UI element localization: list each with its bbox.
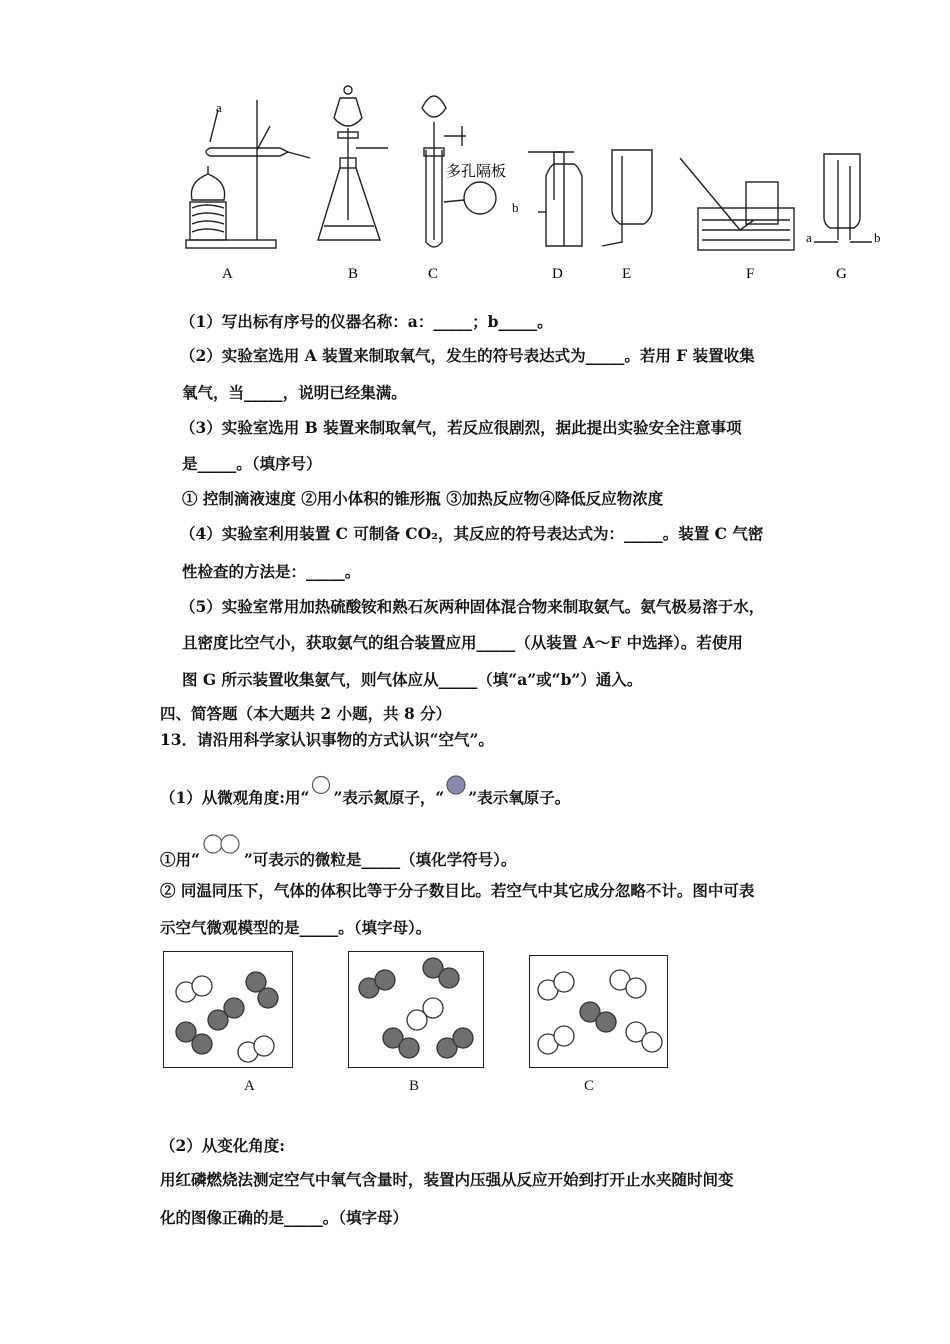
question-2-line-1: （2）实验室选用 A 装置来制取氧气，发生的符号表达式为_____。若用 F 装置收集 — [180, 346, 755, 365]
pressure-question-line-2: 化的图像正确的是_____。（填字母） — [160, 1208, 409, 1227]
pressure-question-line-1: 用红磷燃烧法测定空气中氧气含量时，装置内压强从反应开始到打开止水夹随时间变 — [160, 1170, 734, 1189]
particle-post: ”可表示的微粒是_____（填化学符号）。 — [243, 850, 517, 869]
air-model-box-c[interactable] — [529, 955, 668, 1068]
apparatus-label-g: G — [836, 266, 847, 282]
question-13: 13．请沿用科学家认识事物的方式认识“空气”。 — [160, 730, 494, 749]
question-3-options: ① 控制滴液速度 ②用小体积的锥形瓶 ③加热反应物④降低反应物浓度 — [182, 489, 664, 508]
g-mark-b: b — [874, 230, 881, 245]
oxygen-atom — [453, 1028, 473, 1048]
apparatus-label-c: C — [428, 266, 439, 282]
oxygen-atom — [399, 1038, 419, 1058]
air-model-label-c: C — [584, 1078, 595, 1094]
section-4-title: 四、简答题（本大题共 2 小题，共 8 分） — [160, 704, 452, 723]
particle-line — [160, 833, 516, 870]
micro-view-pre: （1）从微观角度:用“ — [160, 788, 310, 807]
oxygen-atom — [192, 1034, 212, 1054]
nitrogen-atom — [192, 976, 212, 996]
apparatus-figure — [170, 70, 900, 290]
nitrogen-atom — [626, 978, 646, 998]
oxygen-atom — [375, 970, 395, 990]
apparatus-label-e: E — [622, 266, 632, 282]
apparatus-e-drawing — [602, 150, 652, 246]
question-2-line-2: 氧气，当_____，说明已经集满。 — [182, 383, 407, 402]
question-3-line-1: （3）实验室选用 B 装置来制取氧气，若反应很剧烈，据此提出实验安全注意事项 — [180, 418, 742, 437]
air-model-line-2: 示空气微观模型的是_____。（填字母）。 — [160, 918, 432, 937]
air-model-box-b[interactable] — [348, 951, 484, 1068]
oxygen-atom — [258, 988, 278, 1008]
air-model-label-a: A — [244, 1078, 255, 1094]
air-model-label-b: B — [409, 1078, 420, 1094]
apparatus-f-drawing — [680, 158, 794, 250]
change-view-title: （2）从变化角度: — [160, 1136, 286, 1155]
nitrogen-molecule-icon — [200, 833, 244, 857]
oxygen-atom-icon — [444, 775, 468, 797]
question-5-line-1: （5）实验室常用加热硫酸铵和熟石灰两种固体混合物来制取氨气。氨气极易溶于水， — [180, 597, 765, 616]
question-3-line-2: 是_____。（填序号） — [182, 454, 322, 473]
nitrogen-atom — [254, 1036, 274, 1056]
apparatus-label-b: B — [348, 266, 359, 282]
apparatus-g-drawing — [814, 154, 872, 242]
question-4-line-1: （4）实验室利用装置 C 可制备 CO₂，其反应的符号表达式为：_____。装置 C 气密 — [180, 524, 764, 543]
porous-plate-label: 多孔隔板 — [446, 164, 507, 180]
g-mark-a: a — [806, 230, 812, 245]
apparatus-b-drawing — [318, 86, 388, 240]
apparatus-label-d: D — [552, 266, 563, 282]
nitrogen-atom — [554, 1026, 574, 1046]
micro-view-post: ”表示氧原子。 — [468, 788, 571, 807]
mark-a-label: a — [216, 100, 222, 115]
apparatus-label-f: F — [746, 266, 755, 282]
nitrogen-atom — [423, 998, 443, 1018]
apparatus-d-drawing — [528, 152, 582, 246]
oxygen-atom — [439, 968, 459, 988]
question-5-line-3: 图 G 所示装置收集氨气，则气体应从_____（填“a”或“b”）通入。 — [182, 670, 643, 689]
micro-view-line — [160, 775, 570, 808]
air-model-line-1: ② 同温同压下，气体的体积比等于分子数目比。若空气中其它成分忽略不计。图中可表 — [160, 881, 755, 900]
nitrogen-atom — [554, 972, 574, 992]
question-1: （1）写出标有序号的仪器名称：a：_____；b_____。 — [180, 312, 553, 331]
nitrogen-atom — [642, 1032, 662, 1052]
particle-pre: ①用“ — [160, 850, 200, 869]
question-5-line-2: 且密度比空气小，获取氨气的组合装置应用_____（从装置 A～F 中选择）。若使用 — [182, 633, 743, 652]
oxygen-atom — [596, 1012, 616, 1032]
air-model-box-a[interactable] — [163, 951, 293, 1068]
question-4-line-2: 性检查的方法是：_____。 — [182, 562, 361, 581]
apparatus-a-drawing — [186, 100, 310, 248]
mark-b-label: b — [512, 200, 519, 215]
oxygen-atom — [208, 1010, 228, 1030]
apparatus-label-a: A — [222, 266, 233, 282]
nitrogen-atom-icon — [309, 775, 333, 797]
micro-view-mid: ”表示氮原子，“ — [333, 788, 445, 807]
